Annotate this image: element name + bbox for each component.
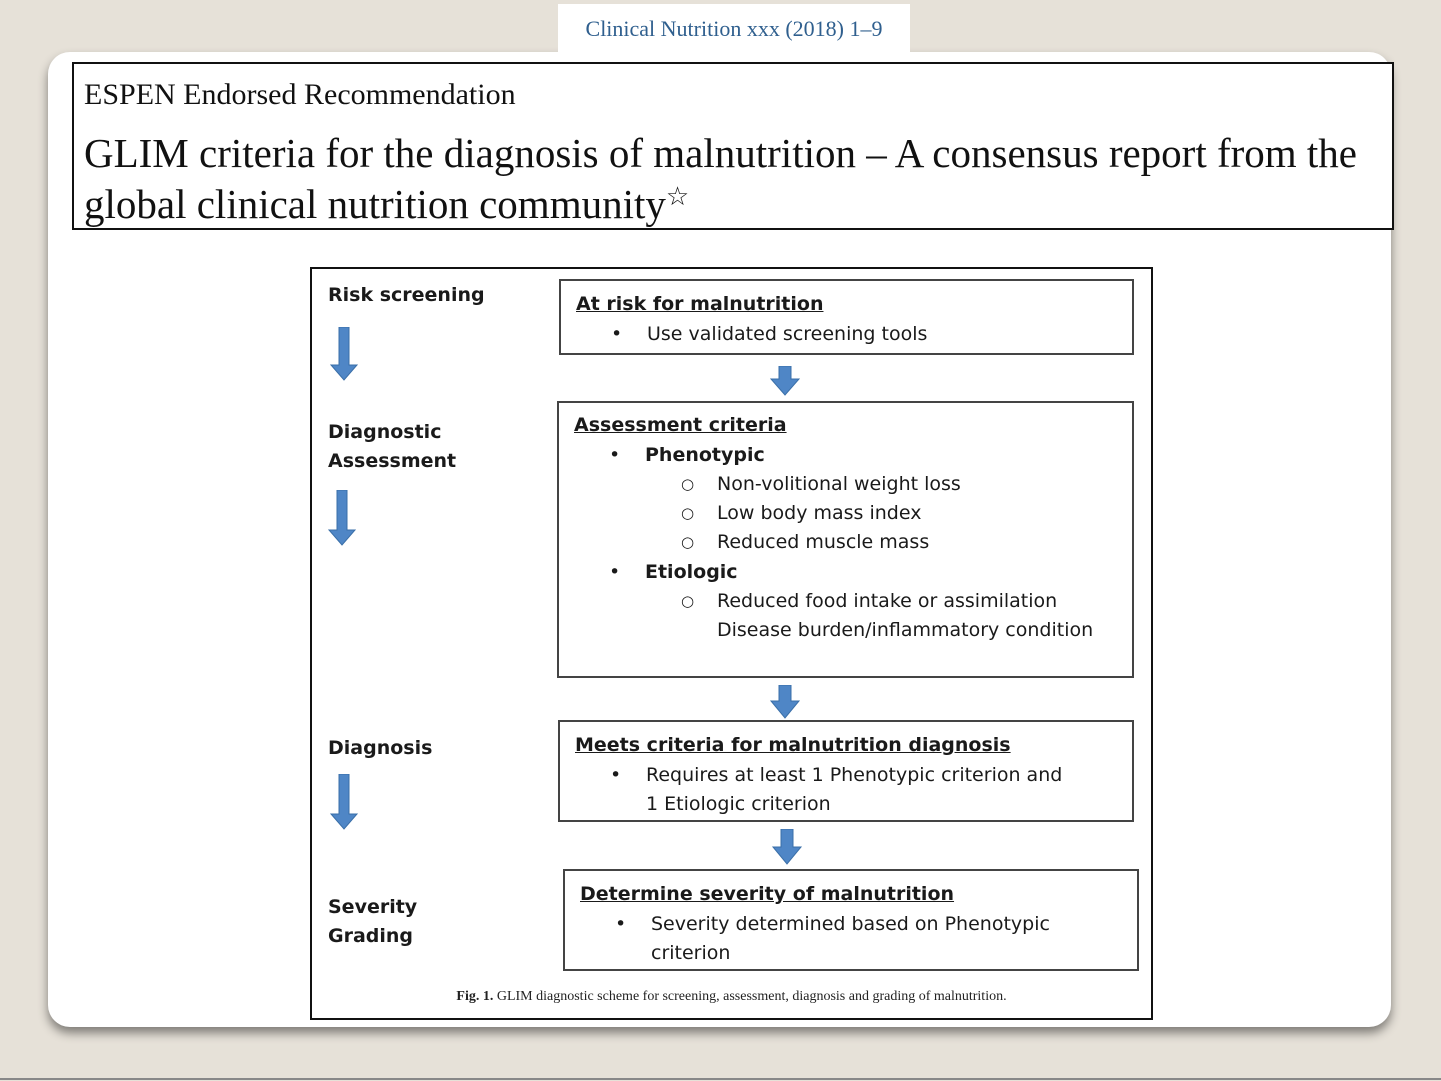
glim-diagram: [310, 267, 1153, 1020]
figure-caption: [312, 989, 1151, 1005]
criterion-item: Reduced muscle mass: [717, 531, 930, 553]
left-arrow-down-icon: [329, 774, 359, 830]
bullet-icon: •: [611, 323, 623, 345]
stage-label: Risk screening: [328, 284, 485, 306]
box-assessment: [557, 401, 1134, 678]
box-text: Requires at least 1 Phenotypic criterion and: [646, 764, 1063, 786]
bullet-icon: •: [610, 764, 622, 786]
left-arrow-down-icon: [327, 490, 357, 546]
box-diagnosis: [558, 720, 1134, 822]
star-icon: ☆: [665, 182, 690, 211]
journal-reference: Clinical Nutrition xxx (2018) 1–9: [558, 4, 910, 54]
flow-arrow-down-icon: [769, 366, 801, 396]
stage-severity-grading: [328, 893, 417, 951]
article-kicker: ESPEN Endorsed Recommendation: [84, 78, 516, 111]
circle-bullet-icon: ○: [681, 533, 695, 551]
stage-label: Diagnostic: [328, 421, 442, 443]
box-risk: [559, 279, 1134, 355]
stage-label: Assessment: [328, 450, 457, 472]
article-title: [84, 128, 1384, 230]
criterion-item: Low body mass index: [717, 502, 922, 524]
criterion-item: Reduced food intake or assimilation: [717, 590, 1058, 612]
stage-label: Diagnosis: [328, 737, 433, 759]
box-title: Meets criteria for malnutrition diagnosis: [575, 734, 1011, 756]
caption-text: GLIM diagnostic scheme for screening, assessment, diagnosis and grading of malnutrition.: [496, 989, 1007, 1004]
box-title: Assessment criteria: [574, 414, 787, 436]
caption-label: Fig. 1.: [456, 989, 494, 1004]
box-severity: [563, 869, 1139, 971]
criterion-item: Disease burden/inflammatory condition: [717, 619, 1094, 641]
stage-label: Severity: [328, 896, 418, 918]
criteria-group-phenotypic: Phenotypic: [645, 444, 765, 466]
circle-bullet-icon: ○: [681, 475, 695, 493]
bullet-icon: •: [609, 444, 621, 466]
flow-arrow-down-icon: [769, 685, 801, 719]
circle-bullet-icon: ○: [681, 504, 695, 522]
box-text: 1 Etiologic criterion: [646, 793, 831, 815]
stage-risk-screening: [328, 281, 485, 310]
bullet-icon: •: [615, 913, 627, 935]
flow-arrow-down-icon: [771, 829, 803, 865]
box-text: Use validated screening tools: [647, 323, 928, 345]
left-arrow-down-icon: [329, 327, 359, 381]
box-title: Determine severity of malnutrition: [580, 883, 955, 905]
bottom-divider: [0, 1078, 1441, 1080]
criterion-item: Non-volitional weight loss: [717, 473, 961, 495]
stage-label: Grading: [328, 925, 414, 947]
box-text: criterion: [651, 942, 731, 964]
article-title-text: GLIM criteria for the diagnosis of malnutrition – A consensus report from the global clinical nutrition community: [84, 130, 1358, 227]
article-header: [72, 62, 1394, 230]
stage-diagnosis: [328, 734, 432, 763]
bullet-icon: •: [609, 561, 621, 583]
circle-bullet-icon: ○: [681, 592, 695, 610]
stage-diagnostic-assessment: [328, 418, 456, 476]
box-text: Severity determined based on Phenotypic: [651, 913, 1050, 935]
box-title: At risk for malnutrition: [576, 293, 824, 315]
criteria-group-etiologic: Etiologic: [645, 561, 738, 583]
